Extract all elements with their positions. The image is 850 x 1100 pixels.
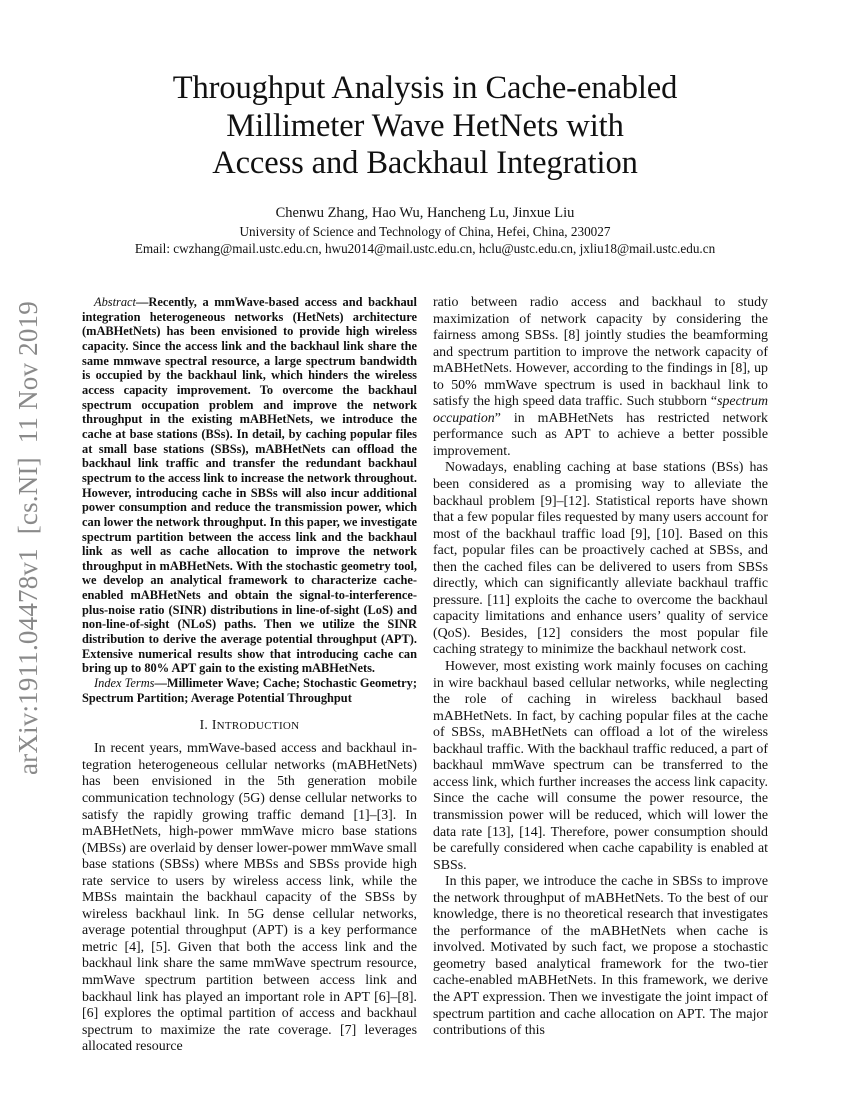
- section-number: I.: [199, 717, 212, 733]
- paragraph-text: ” in mABHetNets has restricted network performance such as APT to achieve a better possible improvement.: [433, 410, 768, 459]
- affiliation: University of Science and Technology of China, Hefei, China, 230027: [239, 223, 611, 239]
- paper-title: [0, 70, 850, 183]
- title-line-1: Throughput Analysis in Cache-enabled: [172, 70, 678, 106]
- left-column: [82, 295, 417, 1056]
- paragraph-text: ratio between radio access and backhaul to study maximization of network capacity by considering the fairness among SBSs. [8] jointly studies the beamforming and spectrum partition to improve the network capacity of mABHetNets. However, according to the findings in [8], up to 50% mmWave spectrum is used in backhaul link to satisfy the high speed data traffic. Such stubborn “: [433, 295, 768, 410]
- intro-paragraph-continued: [433, 295, 768, 460]
- title-line-2: Millimeter Wave HetNets with: [226, 107, 624, 144]
- emphasis-text: spectrum occupation: [433, 394, 768, 426]
- section-heading-introduction: [82, 717, 417, 734]
- section-title-initial: I: [211, 717, 217, 733]
- index-terms: [82, 676, 417, 705]
- title-line-3: Access and Backhaul Integration: [212, 145, 638, 181]
- section-title-rest: NTRODUCTION: [216, 720, 300, 733]
- author-emails: Email: cwzhang@mail.ustc.edu.cn, hwu2014@mail.ustc.edu.cn, hclu@ustc.edu.cn, jxliu18@mail.ustc.edu.cn: [134, 241, 716, 256]
- author-names: Chenwu Zhang, Hao Wu, Hancheng Lu, Jinxue Liu: [275, 205, 575, 221]
- author-block: [0, 205, 850, 258]
- abstract-label: Abstract: [94, 295, 136, 309]
- right-column: [433, 295, 768, 1040]
- abstract-text: —Recently, a mmWave-based access and backhaul integration heterogeneous networks (HetNets) architecture (mABHetNets) has been envisioned to provide high wireless capacity. Since the access link and the backhaul link share the same mmwave spectral resource, a large spectrum bandwidth is occupied by the backhaul link, which hinders the wireless access capacity improvement. To overcome the backhaul spectrum occupation problem and improve the network throughput in the existing mABHetNets, we introduce the cache at base stations (BSs). In detail, by caching popular files at small base stations (SBSs), mABHetNets can offload the backhaul link traffic and transfer the redundant backhaul spectrum to the access link to increase the network throughout. However, introducing cache in SBSs will also incur additional power consumption and reduce the transmission power, which can lower the network throughput. In this paper, we investigate spectrum partition between the access link and the backhaul link as well as cache allocation to improve the network throughput in mABHetNets. With the stochastic geometry tool, we develop an analytical framework to characterize cache-enabled mABHetNets and obtain the signal-to-interference-plus-noise ratio (SINR) distributions in line-of-sight (LoS) and non-line-of-sight (NLoS) paths. Then we utilize the SINR distribution to derive the average potential throughput (APT). Extensive numerical results show that introducing cache can bring up to 80% APT gain to the existing mABHetNets.: [82, 295, 417, 676]
- intro-paragraph-2: Nowadays, enabling caching at base stations (BSs) has been considered as a promising way to alleviate the backhaul problem [9]–[12]. Statistical reports have shown that a few popular files requested by many users account for most of the backhaul traffic load [9], [10]. Based on this fact, popular files can be proactively cached at SBSs, and then the cached files can be delivered to users from SBSs directly, which can significantly alleviate backhaul traffic pressure. [11] exploits the cache to overcome the backhaul capacity limitations and enhance users’ quality of service (QoS). Besides, [12] considers the most popular file caching strategy to minimize the backhaul network cost.: [433, 460, 768, 658]
- arxiv-stamp: arXiv:1911.04478v1 [cs.NI] 11 Nov 2019: [13, 301, 43, 775]
- abstract: [82, 295, 417, 676]
- intro-paragraph-3: However, most existing work mainly focuses on caching in wire backhaul based cellular networks, while neglecting the role of caching in wireless backhaul based mABHetNets. In fact, by caching popular files at the cache of SBSs, mABHetNets can offload a lot of the wireless backhaul traffic. With the backhaul traffic reduced, a part of backhaul mmWave spectrum can be transferred to the access link, which further increases the access link capacity. Since the cache will consume the power resource, the transmission power will be reduced, which will lower the data rate [13], [14]. Therefore, power consumption should be carefully considered when cache capability is enabled at SBSs.: [433, 659, 768, 873]
- intro-paragraph-4: In this paper, we introduce the cache in SBSs to improve the network throughput of mABHetNets. To the best of our knowledge, there is no theoretical research that investigates the performance of the mABHetNets when cache is involved. Motivated by such fact, we propose a stochastic geometry based analytical framework for the two-tier cache-enabled mABHetNets. In this framework, we derive the APT expression. Then we investigate the joint impact of spectrum partition and cache allocation on APT. The major contributions of this: [433, 874, 768, 1039]
- index-terms-label: Index Terms: [94, 676, 155, 691]
- index-terms-text: —Millimeter Wave; Cache; Stochastic Geometry; Spectrum Partition; Average Potential Throughput: [82, 676, 417, 705]
- intro-paragraph-1: In recent years, mmWave-based access and backhaul integration heterogeneous cellular networks (mABHetNets) has been envisioned in the 5th generation mobile communication technology (5G) dense cellular networks to satisfy the rapidly growing traffic demand [1]–[3]. In mABHetNets, high-power mmWave micro base stations (MBSs) are overlaid by denser lower-power mmWave small base stations (SBSs) where MBSs and SBSs provide high rate service to users by wireless access link, while the MBSs maintain the backhaul capacity of the SBSs by wireless backhaul link. In 5G dense cellular networks, average potential throughput (APT) is a key performance metric [4], [5]. Given that both the access link and the backhaul link share the same mmWave spectrum resource, mmWave spectrum partition between access link and backhaul link has played an important role in APT [6]–[8]. [6] explores the optimal partition of access and backhaul spectrum to maximize the rate coverage. [7] leverages allocated resource: [82, 741, 417, 1055]
